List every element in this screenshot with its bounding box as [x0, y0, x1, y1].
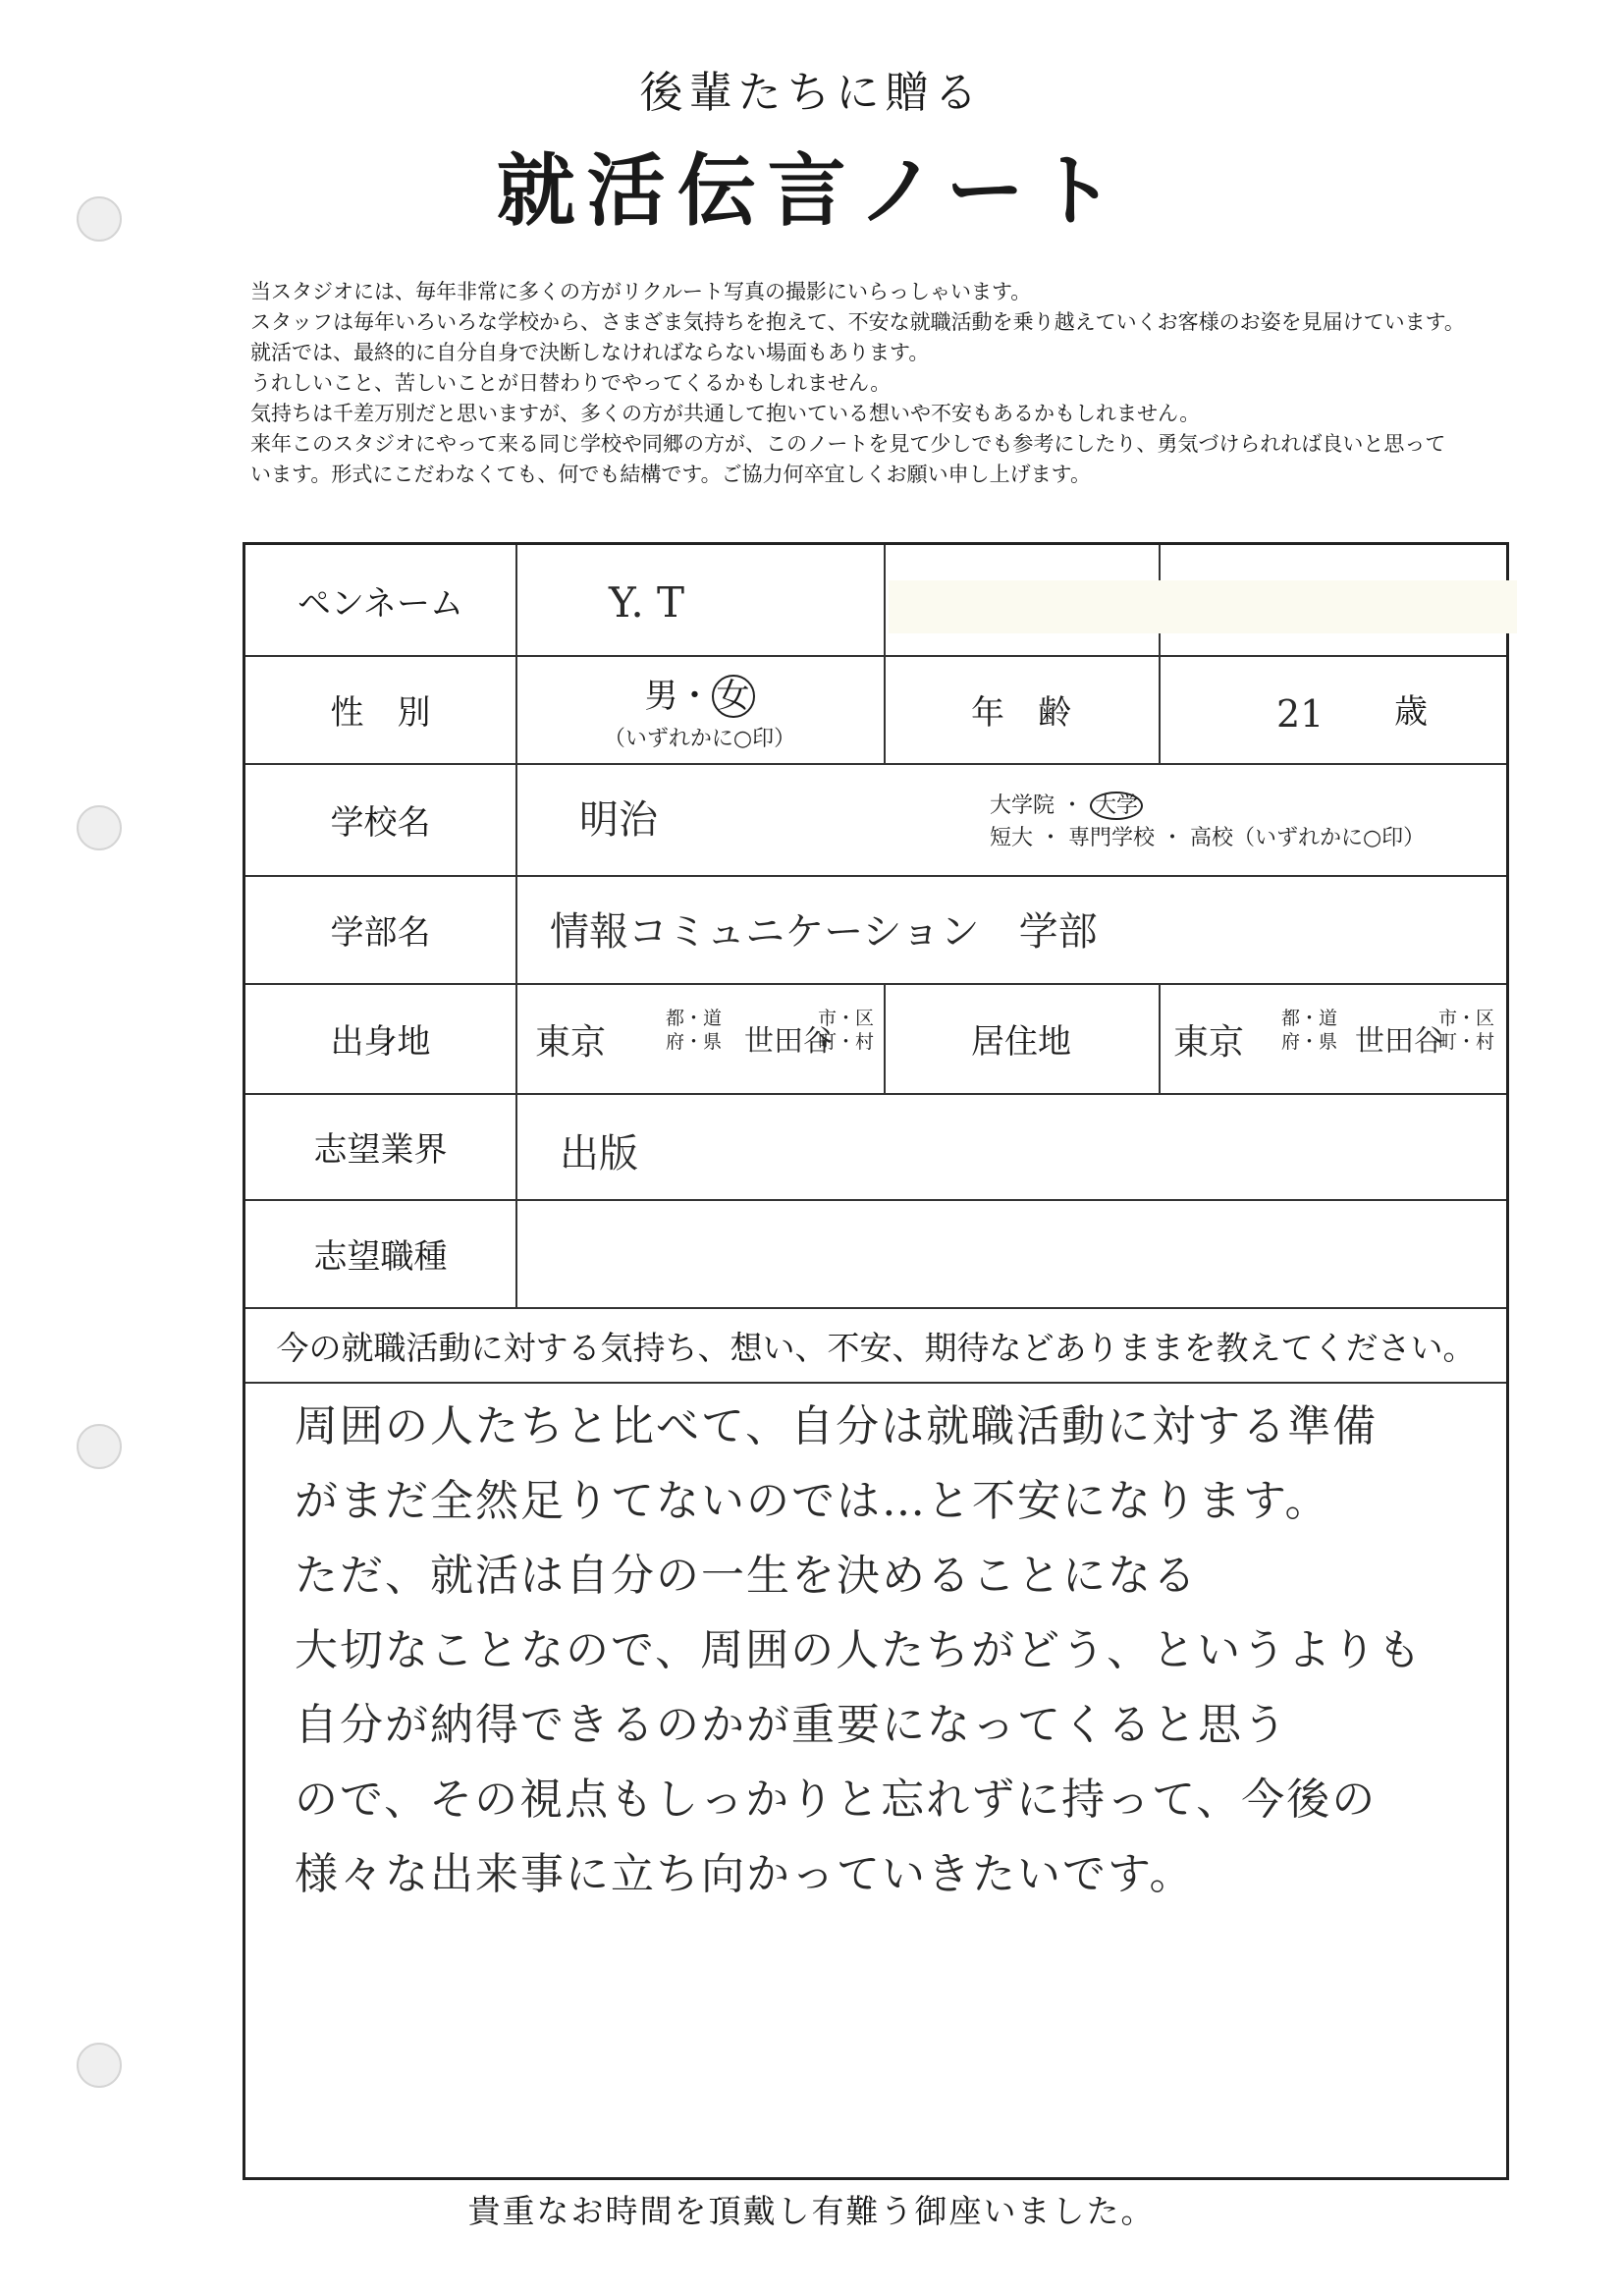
gender-separator: ・ — [677, 677, 712, 716]
essay-line: 周囲の人たちと比べて、自分は就職活動に対する準備 — [295, 1401, 1379, 1451]
faculty-label: 学部名 — [330, 912, 431, 953]
residence-city-type — [1438, 1007, 1494, 1054]
hometown-city-type — [818, 1007, 874, 1054]
school-type-line1 — [990, 789, 1143, 819]
residence-city: 世田谷 — [1355, 1024, 1443, 1059]
binder-hole — [77, 2043, 122, 2088]
page-subtitle: 後輩たちに贈る — [639, 68, 984, 118]
page-title: 就活伝言ノート — [496, 145, 1127, 237]
intro-line: 当スタジオには、毎年非常に多くの方がリクルート写真の撮影にいらっしゃいます。 — [250, 280, 1032, 303]
residence-pref-type — [1281, 1007, 1337, 1054]
industry-label: 志望業界 — [313, 1129, 448, 1170]
pen-name-label: ペンネーム — [298, 583, 463, 624]
gender-male: 男 — [644, 677, 678, 716]
gender-female-circled: 女 — [712, 675, 755, 718]
industry-value: 出版 — [560, 1131, 638, 1176]
intro-paragraph — [250, 277, 1586, 490]
residence-label: 居住地 — [971, 1021, 1071, 1062]
essay-line: ただ、就活は自分の一生を決めることになる — [295, 1551, 1198, 1601]
essay-line: がまだ全然足りてないのでは…と不安になります。 — [295, 1476, 1330, 1526]
pen-name-value: Y. T — [609, 578, 685, 627]
hometown-pref: 東京 — [535, 1022, 607, 1063]
faculty-value: 情報コミュニケーション 学部 — [550, 909, 1098, 955]
school-type-univ-circled: 大学 — [1090, 792, 1143, 820]
footer-thanks: 貴重なお時間を頂戴し有難う御座いました。 — [467, 2192, 1156, 2230]
row-divider — [245, 1382, 1506, 1384]
pref-type-bottom: 府・県 — [1281, 1031, 1338, 1053]
age-label: 年 齢 — [971, 692, 1071, 733]
essay-line: ので、その視点もしっかりと忘れずに持って、今後の — [295, 1775, 1378, 1825]
binder-hole — [77, 805, 122, 850]
pref-type-bottom: 府・県 — [666, 1031, 723, 1053]
essay-question: 今の就職活動に対する気持ち、想い、不安、期待などありままを教えてください。 — [276, 1328, 1476, 1367]
row-divider — [245, 1307, 1506, 1309]
hometown-label: 出身地 — [330, 1021, 431, 1062]
gender-note: （いずれかに○印） — [603, 727, 796, 751]
age-unit: 歳 — [1394, 692, 1428, 732]
hometown-city: 世田谷 — [744, 1024, 833, 1059]
intro-line: 気持ちは千差万別だと思いますが、多くの方が共通して抱いている想いや不安もあるかもしれません。 — [250, 402, 1201, 425]
city-type-top: 市・区 — [818, 1008, 875, 1029]
pref-type-top: 都・道 — [666, 1008, 723, 1029]
city-type-bottom: 町・村 — [818, 1031, 875, 1053]
intro-line: 就活では、最終的に自分自身で決断しなければならない場面もあります。 — [250, 341, 930, 364]
intro-line: うれしいこと、苦しいことが日替わりでやってくるかもしれません。 — [250, 371, 892, 395]
school-value: 明治 — [579, 797, 658, 843]
school-type-separator: ・ — [1061, 793, 1084, 818]
city-type-top: 市・区 — [1438, 1008, 1495, 1029]
gender-options — [515, 669, 884, 717]
job-type-label: 志望職種 — [313, 1236, 448, 1277]
city-type-bottom: 町・村 — [1438, 1031, 1495, 1053]
residence-pref: 東京 — [1173, 1022, 1245, 1063]
intro-line: スタッフは毎年いろいろな学校から、さまざま気持ちを抱えて、不安な就職活動を乗り越えていくお客様のお姿を見届けています。 — [250, 310, 1465, 334]
essay-line: 自分が納得できるのかが重要になってくると思う — [295, 1700, 1288, 1750]
essay-line: 大切なことなので、周囲の人たちがどう、というよりも — [295, 1625, 1424, 1675]
school-type-grad: 大学院 — [990, 793, 1055, 818]
binder-hole — [77, 1424, 122, 1469]
intro-line: 来年このスタジオにやって来る同じ学校や同郷の方が、このノートを見て少しでも参考にしたり、勇気づけられれば良いと思って — [250, 432, 1446, 456]
hometown-pref-type — [666, 1007, 722, 1054]
intro-line: います。形式にこだわなくても、何でも結構です。ご協力何卒宜しくお願い申し上げます。 — [250, 463, 1091, 486]
column-divider — [515, 545, 517, 1307]
pref-type-top: 都・道 — [1281, 1008, 1338, 1029]
essay-answer — [295, 1390, 1473, 1912]
column-divider — [1159, 983, 1161, 1093]
blank-area — [889, 580, 1517, 633]
school-type-line2: 短大 ・ 専門学校 ・ 高校（いずれかに○印） — [990, 826, 1426, 850]
column-divider — [1159, 545, 1161, 763]
survey-form — [243, 542, 1509, 2180]
essay-line: 様々な出来事に立ち向かっていきたいです。 — [295, 1849, 1195, 1899]
age-value: 21 — [1276, 692, 1325, 736]
gender-label: 性 別 — [330, 692, 431, 733]
school-label: 学校名 — [330, 802, 431, 843]
